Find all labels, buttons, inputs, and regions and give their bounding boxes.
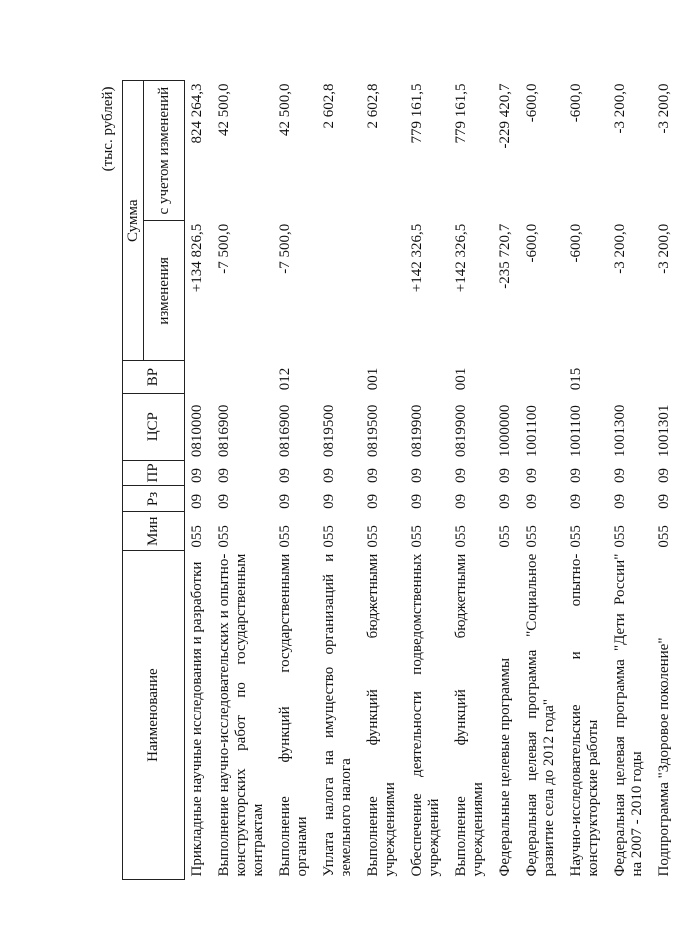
header-change: изменения — [144, 221, 185, 361]
row-min: 055 — [189, 525, 205, 548]
row-total: -3 200,0 — [656, 83, 672, 134]
row-pr: 09 — [524, 467, 540, 483]
row-csr: 0816900 — [277, 404, 293, 458]
row-csr: 0819900 — [409, 404, 425, 458]
row-vr: 001 — [453, 367, 469, 391]
row-csr: 0819500 — [365, 404, 381, 458]
row-pr: 09 — [189, 467, 205, 483]
table-row — [185, 81, 213, 880]
row-min: 055 — [612, 525, 628, 548]
row-min: 055 — [321, 525, 337, 548]
table-row — [608, 81, 652, 880]
row-vr — [520, 361, 564, 393]
header-sum: Сумма — [123, 81, 144, 361]
row-pr: 09 — [277, 467, 293, 483]
rotated-page — [100, 60, 679, 880]
row-min: 055 — [365, 525, 381, 548]
row-change: +142 326,5 — [409, 223, 425, 293]
row-vr: 015 — [568, 367, 584, 391]
row-csr: 0819500 — [321, 404, 337, 458]
row-vr — [317, 361, 361, 393]
row-name: Прикладные научные исследования и разработки — [189, 561, 205, 877]
row-csr: 1001300 — [612, 404, 628, 458]
row-rz: 09 — [568, 493, 584, 509]
row-min: 055 — [277, 525, 293, 548]
row-pr: 09 — [497, 467, 513, 483]
row-change: +134 826,5 — [189, 223, 205, 293]
row-total: -3 200,0 — [612, 83, 628, 134]
row-change: -235 720,7 — [497, 223, 513, 289]
row-min: 055 — [497, 525, 513, 548]
row-total: -229 420,7 — [497, 83, 513, 149]
row-change: -7 500,0 — [277, 223, 293, 274]
row-name: Федеральная целевая программа "Социальное развитие села до 2012 года" — [524, 553, 557, 877]
row-change: +142 326,5 — [453, 223, 469, 293]
row-csr: 1001301 — [656, 404, 672, 458]
row-pr: 09 — [612, 467, 628, 483]
row-total: 779 161,5 — [453, 83, 469, 144]
row-total: -600,0 — [524, 83, 540, 123]
row-min: 055 — [453, 525, 469, 548]
row-name: Выполнение функций бюджетными учреждениями — [453, 553, 486, 877]
row-total: 2 602,8 — [365, 83, 381, 129]
row-pr: 09 — [568, 467, 584, 483]
row-total: 824 264,3 — [189, 83, 205, 144]
header-min: Мин — [123, 512, 185, 551]
row-rz: 09 — [216, 493, 232, 509]
table-row — [212, 81, 273, 880]
row-rz: 09 — [453, 493, 469, 509]
header-csr: ЦСР — [123, 393, 185, 460]
row-vr — [652, 361, 679, 393]
row-change: -3 200,0 — [612, 223, 628, 274]
table-row — [273, 81, 317, 880]
row-min: 055 — [656, 525, 672, 548]
row-csr: 1001100 — [568, 405, 584, 458]
row-name: Обеспечение деятельности подведомственных учреждений — [409, 553, 442, 877]
row-name: Выполнение научно-исследовательских и опытно-конструкторских работ по государственным контрактам — [216, 553, 266, 877]
header-name: Наименование — [123, 551, 185, 880]
row-vr — [185, 361, 213, 393]
table-row — [317, 81, 361, 880]
table-row — [493, 81, 520, 880]
header-rz: Рз — [123, 486, 185, 512]
table-row — [405, 81, 449, 880]
row-rz: 09 — [409, 493, 425, 509]
row-pr: 09 — [365, 467, 381, 483]
row-name: Научно-исследовательские и опытно-конструкторские работы — [568, 553, 601, 877]
row-total: -600,0 — [568, 83, 584, 123]
table-row — [520, 81, 564, 880]
row-name: Выполнение функций бюджетными учреждениями — [365, 553, 398, 877]
table-row — [361, 81, 405, 880]
row-rz: 09 — [277, 493, 293, 509]
row-name: Федеральные целевые программы — [497, 657, 513, 877]
row-pr: 09 — [409, 467, 425, 483]
row-min: 055 — [409, 525, 425, 548]
row-vr — [608, 361, 652, 393]
row-csr: 1001100 — [524, 405, 540, 458]
row-change: -600,0 — [568, 223, 584, 263]
row-rz: 09 — [189, 493, 205, 509]
units-label: (тыс. рублей) — [100, 86, 116, 172]
row-csr: 0810000 — [189, 404, 205, 458]
row-rz: 09 — [365, 493, 381, 509]
row-min: 055 — [216, 525, 232, 548]
row-change — [317, 221, 361, 361]
row-pr: 09 — [656, 467, 672, 483]
row-name: Уплата налога на имущество организаций и земельного налога — [321, 553, 354, 877]
row-rz: 09 — [656, 493, 672, 509]
row-total: 2 602,8 — [321, 83, 337, 129]
row-change: -600,0 — [524, 223, 540, 263]
row-vr — [493, 361, 520, 393]
row-change — [361, 221, 405, 361]
row-rz: 09 — [497, 493, 513, 509]
row-change: -7 500,0 — [216, 223, 232, 274]
row-rz: 09 — [524, 493, 540, 509]
row-vr: 012 — [277, 367, 293, 391]
row-rz: 09 — [612, 493, 628, 509]
row-vr — [212, 361, 273, 393]
row-min: 055 — [568, 525, 584, 548]
row-pr: 09 — [453, 467, 469, 483]
row-name: Федеральная целевая программа "Дети России" на 2007 - 2010 годы — [612, 553, 645, 877]
row-csr: 0819900 — [453, 404, 469, 458]
header-total: с учетом изменений — [144, 81, 185, 221]
row-rz: 09 — [321, 493, 337, 509]
row-total: 42 500,0 — [216, 83, 232, 136]
row-csr: 0816900 — [216, 404, 232, 458]
header-pr: ПР — [123, 460, 185, 486]
row-pr: 09 — [321, 467, 337, 483]
row-change: -3 200,0 — [656, 223, 672, 274]
row-csr: 1000000 — [497, 404, 513, 458]
budget-table — [100, 80, 679, 880]
row-vr: 001 — [365, 367, 381, 391]
row-min: 055 — [524, 525, 540, 548]
row-name: Подпрограмма "Здоровое поколение" — [656, 637, 672, 877]
row-total: 42 500,0 — [277, 83, 293, 136]
header-vr: ВР — [123, 361, 185, 393]
table-row — [652, 81, 679, 880]
table-row — [564, 81, 608, 880]
row-total: 779 161,5 — [409, 83, 425, 144]
row-pr: 09 — [216, 467, 232, 483]
row-name: Выполнение функций государственными органами — [277, 553, 310, 877]
row-vr — [405, 361, 449, 393]
table-row — [449, 81, 493, 880]
